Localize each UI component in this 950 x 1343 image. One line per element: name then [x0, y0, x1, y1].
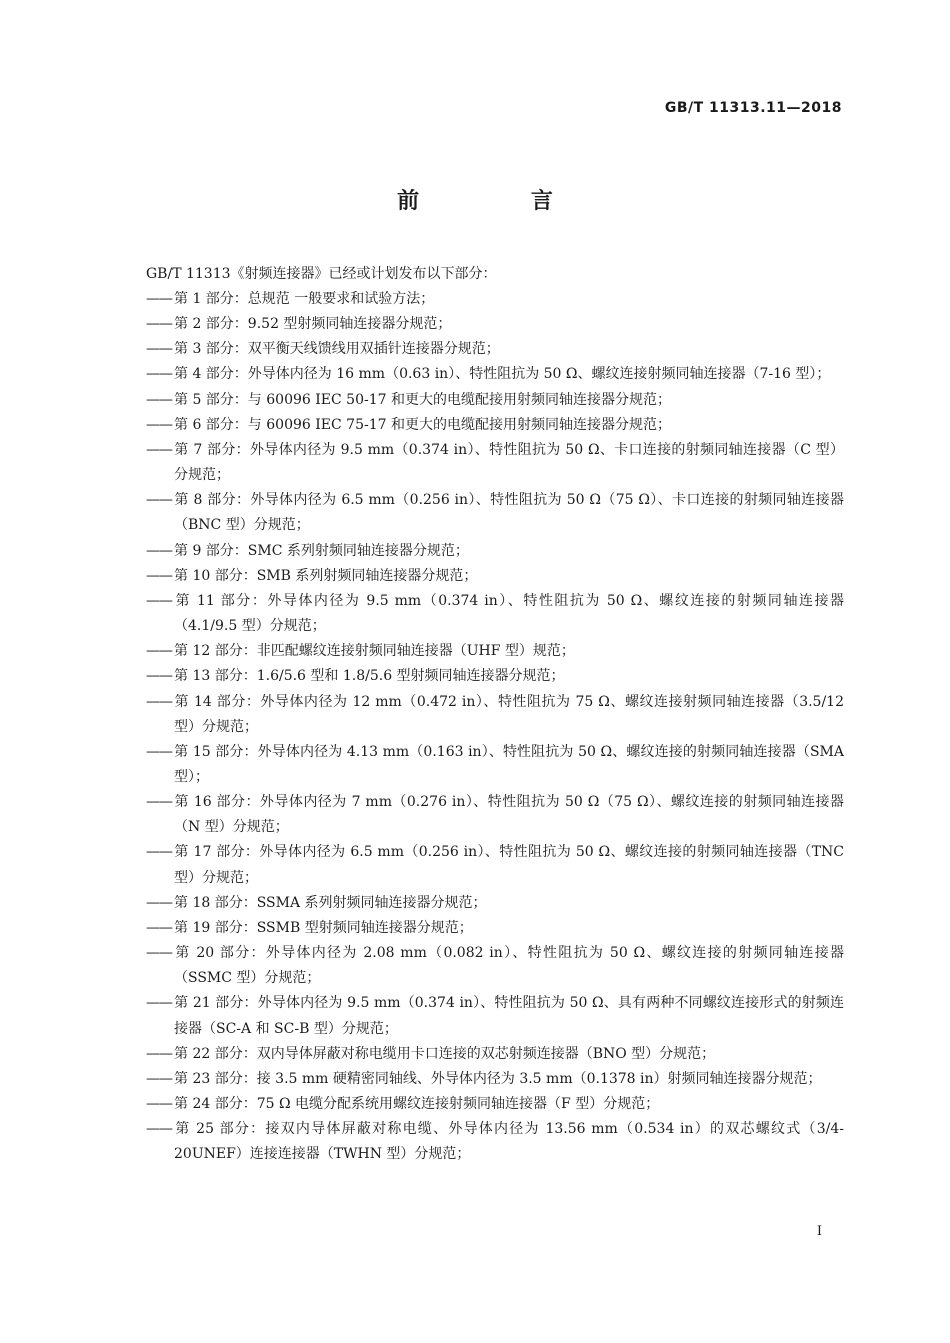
list-dash: ——	[146, 945, 172, 962]
list-item	[146, 337, 844, 362]
list-dash: ——	[146, 567, 172, 584]
list-item-text: 第 24 部分：75 Ω 电缆分配系统用螺纹连接射频同轴连接器（F 型）分规范；	[174, 1096, 660, 1112]
intro-paragraph: GB/T 11313《射频连接器》已经或计划发布以下部分：	[146, 266, 497, 282]
list-item-text: 第 19 部分：SSMB 型射频同轴连接器分规范；	[174, 919, 473, 936]
list-dash: ——	[146, 1045, 172, 1062]
list-dash: ——	[146, 693, 172, 710]
list-item-text: 第 9 部分：SMC 系列射频同轴连接器分规范；	[174, 542, 469, 559]
list-item	[146, 790, 844, 840]
list-dash: ——	[146, 416, 172, 433]
list-dash: ——	[146, 794, 172, 811]
list-dash: ——	[146, 592, 172, 609]
list-item	[146, 664, 844, 689]
list-item-text: 第 21 部分：外导体内径为 9.5 mm（0.374 in）、特性阻抗为 50 Ω、具有两种不同螺纹连接形式的射频连接器（SC-A 和 SC-B 型）分规范；	[174, 995, 844, 1037]
list-item	[146, 690, 844, 740]
list-item	[146, 1092, 844, 1117]
list-item-text: 第 17 部分：外导体内径为 6.5 mm（0.256 in）、特性阻抗为 50 Ω、螺纹连接的射频同轴连接器（TNC 型）分规范；	[174, 844, 844, 886]
list-item-text: 第 3 部分：双平衡天线馈线用双插针连接器分规范；	[174, 341, 500, 358]
list-dash: ——	[146, 316, 172, 333]
list-item-text: 第 5 部分：与 60096 IEC 50-17 和更大的电缆配接用射频同轴连接器分规范；	[174, 391, 671, 408]
list-dash: ——	[146, 1121, 172, 1138]
list-item-text: 第 7 部分：外导体内径为 9.5 mm（0.374 in）、特性阻抗为 50 Ω、卡口连接的射频同轴连接器（C 型）分规范；	[174, 441, 844, 484]
list-item-text: 第 23 部分：接 3.5 mm 硬精密同轴线、外导体内径为 3.5 mm（0.1378 in）射频同轴连接器分规范；	[174, 1070, 822, 1087]
list-item	[146, 1117, 844, 1167]
list-item	[146, 916, 844, 941]
list-item	[146, 840, 844, 890]
list-item	[146, 589, 844, 639]
list-item-text: 第 14 部分：外导体内径为 12 mm（0.472 in）、特性阻抗为 75 Ω、螺纹连接射频同轴连接器（3.5/12 型）分规范；	[174, 693, 844, 735]
list-item-text: 第 13 部分：1.6/5.6 型和 1.8/5.6 型射频同轴连接器分规范；	[174, 668, 565, 685]
list-item	[146, 1067, 844, 1092]
list-item-text: 第 15 部分：外导体内径为 4.13 mm（0.163 in）、特性阻抗为 50 Ω、螺纹连接的射频同轴连接器（SMA 型）；	[174, 743, 844, 785]
list-dash: ——	[146, 341, 172, 358]
list-item	[146, 740, 844, 790]
list-item	[146, 388, 844, 413]
list-item-text: 第 6 部分：与 60096 IEC 75-17 和更大的电缆配接用射频同轴连接器分规范；	[174, 416, 671, 433]
list-item	[146, 991, 844, 1041]
list-dash: ——	[146, 995, 172, 1012]
list-item	[146, 287, 844, 312]
list-item	[146, 438, 844, 488]
list-item	[146, 362, 844, 387]
list-item	[146, 1042, 844, 1067]
list-item-text: 第 11 部分：外导体内径为 9.5 mm（0.374 in）、特性阻抗为 50 Ω、螺纹连接的射频同轴连接器（4.1/9.5 型）分规范；	[174, 592, 844, 635]
list-item	[146, 941, 844, 991]
parts-list	[146, 287, 844, 1167]
list-dash: ——	[146, 492, 172, 509]
page-number: I	[816, 1224, 822, 1239]
list-dash: ——	[146, 844, 172, 861]
page-title: 前 言	[397, 189, 605, 214]
list-dash: ——	[146, 668, 172, 685]
standard-number: GB/T 11313.11—2018	[664, 100, 842, 116]
list-dash: ——	[146, 1096, 172, 1112]
list-dash: ——	[146, 366, 172, 383]
list-item-text: 第 8 部分：外导体内径为 6.5 mm（0.256 in）、特性阻抗为 50 Ω（75 Ω）、卡口连接的射频同轴连接器（BNC 型）分规范；	[174, 492, 844, 534]
list-dash: ——	[146, 894, 172, 911]
list-item	[146, 564, 844, 589]
list-item-text: 第 10 部分：SMB 系列射频同轴连接器分规范；	[174, 567, 478, 584]
list-item	[146, 413, 844, 438]
list-dash: ——	[146, 643, 172, 660]
list-item-text: 第 4 部分：外导体内径为 16 mm（0.63 in）、特性阻抗为 50 Ω、螺纹连接射频同轴连接器（7-16 型）；	[174, 366, 831, 383]
list-item-text: 第 1 部分：总规范 一般要求和试验方法；	[174, 291, 435, 307]
list-dash: ——	[146, 1070, 172, 1087]
list-dash: ——	[146, 391, 172, 408]
list-dash: ——	[146, 919, 172, 936]
list-dash: ——	[146, 441, 172, 458]
list-item	[146, 539, 844, 564]
list-item-text: 第 20 部分：外导体内径为 2.08 mm（0.082 in）、特性阻抗为 50 Ω、螺纹连接的射频同轴连接器（SSMC 型）分规范；	[174, 945, 844, 987]
list-item	[146, 488, 844, 538]
list-item-text: 第 16 部分：外导体内径为 7 mm（0.276 in）、特性阻抗为 50 Ω（75 Ω）、螺纹连接的射频同轴连接器（N 型）分规范；	[174, 794, 844, 836]
list-item-text: 第 12 部分：非匹配螺纹连接射频同轴连接器（UHF 型）规范；	[174, 643, 575, 660]
list-item-text: 第 2 部分：9.52 型射频同轴连接器分规范；	[174, 316, 452, 333]
list-item	[146, 891, 844, 916]
list-dash: ——	[146, 291, 172, 307]
list-item	[146, 639, 844, 664]
list-item-text: 第 25 部分：接双内导体屏蔽对称电缆、外导体内径为 13.56 mm（0.534 in）的双芯螺纹式（3/4-20UNEF）连接连接器（TWHN 型）分规范；	[174, 1121, 844, 1163]
list-item-text: 第 18 部分：SSMA 系列射频同轴连接器分规范；	[174, 894, 487, 911]
list-dash: ——	[146, 743, 172, 760]
list-item-text: 第 22 部分：双内导体屏蔽对称电缆用卡口连接的双芯射频连接器（BNO 型）分规范；	[174, 1045, 716, 1062]
list-dash: ——	[146, 542, 172, 559]
list-item	[146, 312, 844, 337]
